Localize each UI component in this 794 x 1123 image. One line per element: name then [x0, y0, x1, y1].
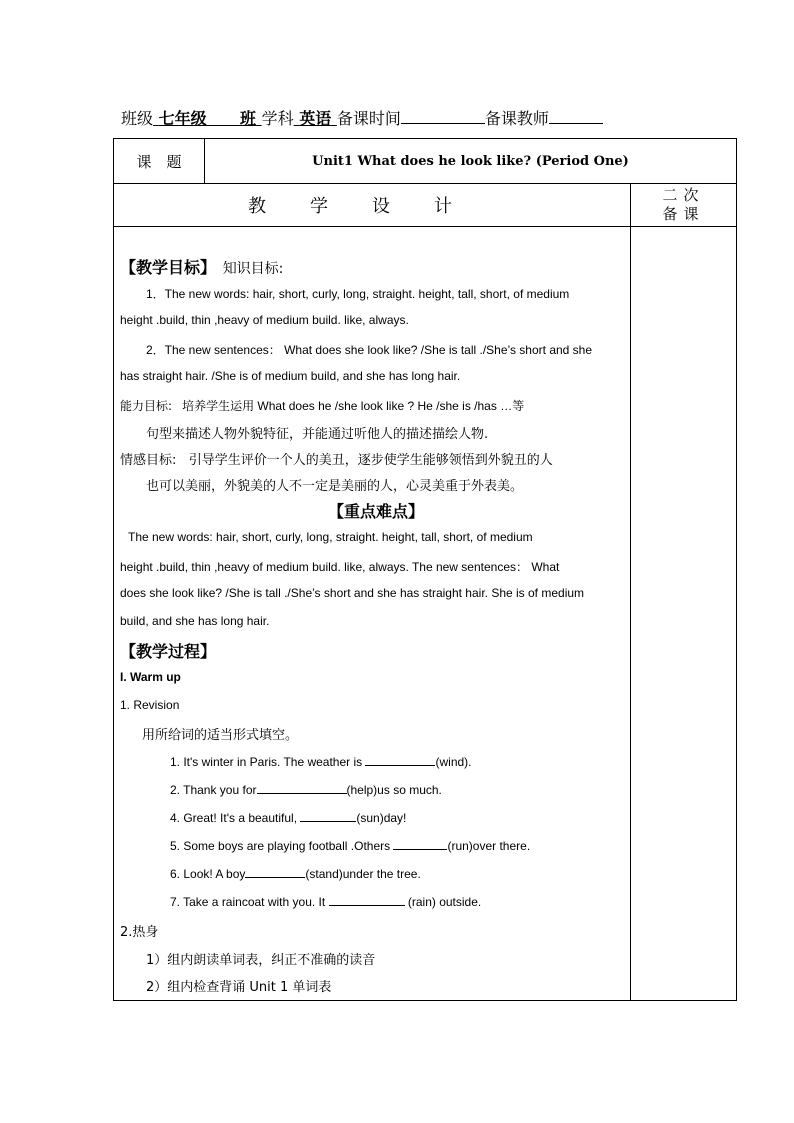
class-value: 七年级 班 — [158, 109, 257, 128]
class-label: 班级 — [121, 109, 154, 128]
process-heading: 【教学过程】 — [120, 642, 217, 661]
obj-line-1: 1．The new words: hair, short, curly, long, straight. height, tall, short, of medium — [146, 287, 570, 301]
obj-line-3: 2．The new sentences： What does she look like? /She is tall ./She’s short and she — [146, 343, 593, 357]
key-line-3: does she look like? /She is tall ./She’s short and she has straight hair. She is of medium — [120, 586, 585, 600]
emotion-line-2: 也可以美丽，外貌美的人不一定是美丽的人，心灵美重于外表美。 — [146, 479, 524, 494]
obj-line-4: has straight hair. /She is of medium build, and she has long hair. — [120, 369, 461, 383]
ability-label: 能力目标: — [120, 399, 173, 413]
exercise-item: 7. Take a raincoat with you. It (rain) outside. — [170, 895, 482, 909]
subject-label: 学科 — [261, 109, 294, 128]
emotion-line-1: 引导学生评价一个人的美丑，逐步使学生能够领悟到外貌丑的人 — [188, 453, 553, 468]
step-2: 2）组内检查背诵 Unit 1 单词表 — [146, 980, 332, 995]
emotion-label: 情感目标: — [120, 453, 177, 468]
revision-label: 1. Revision — [120, 698, 180, 712]
side-label-2: 备课 — [662, 205, 705, 223]
answer-blank — [245, 866, 305, 878]
step-1: 1）组内朗读单词表，纠正不准确的读音 — [146, 953, 376, 968]
ability-line-1: 培养学生运用 What does he /she look like ? He /she is /has …等 — [182, 399, 525, 413]
secondary-prep-header — [631, 184, 737, 227]
answer-blank — [257, 782, 347, 794]
subject-value: 英语 — [299, 109, 332, 128]
topic-value: Unit1 What does he look like? (Period One) — [205, 139, 737, 184]
teacher-blank — [549, 109, 603, 124]
exercise-item: 5. Some boys are playing football .Others (run)over there. — [170, 839, 531, 853]
answer-blank — [300, 810, 356, 822]
knowledge-label: 知识目标: — [222, 261, 284, 277]
objectives-heading: 【教学目标】 — [120, 258, 217, 277]
warmup2-label: 2.热身 — [120, 925, 159, 940]
ability-line-2: 句型来描述人物外貌特征，并能通过听他人的描述描绘人物. — [146, 427, 489, 442]
answer-blank — [365, 754, 435, 766]
exercise-item: 2. Thank you for (help)us so much. — [170, 783, 442, 797]
secondary-prep-cell — [631, 227, 737, 1001]
exercise-item: 1. It's winter in Paris. The weather is (wind). — [170, 755, 472, 769]
obj-line-2: height .build, thin ,heavy of medium build. like, always. — [120, 313, 409, 327]
side-label-1: 二次 — [662, 186, 705, 204]
key-line-4: build, and she has long hair. — [120, 614, 270, 628]
warmup-heading: I. Warm up — [120, 670, 181, 684]
prep-time-label: 备课时间 — [336, 109, 401, 128]
topic-label: 课 题 — [114, 139, 205, 184]
key-line-1: The new words: hair, short, curly, long, straight. height, tall, short, of medium — [128, 530, 533, 544]
answer-blank — [393, 838, 447, 850]
design-label: 教学设计 — [114, 184, 631, 227]
content-cell — [114, 227, 631, 1001]
exercise-item: 6. Look! A boy (stand)under the tree. — [170, 867, 421, 881]
teacher-label: 备课教师 — [484, 109, 549, 128]
lesson-table — [113, 138, 737, 1001]
key-line-2: height .build, thin ,heavy of medium build. like, always. The new sentences： What — [120, 560, 560, 574]
header-info — [121, 106, 603, 129]
prep-time-blank — [401, 109, 485, 124]
key-points-heading: 【重点难点】 — [328, 502, 425, 521]
exercise-item: 4. Great! It's a beautiful, (sun)day! — [170, 811, 407, 825]
answer-blank — [329, 894, 405, 906]
instruction: 用所给词的适当形式填空。 — [142, 728, 299, 743]
